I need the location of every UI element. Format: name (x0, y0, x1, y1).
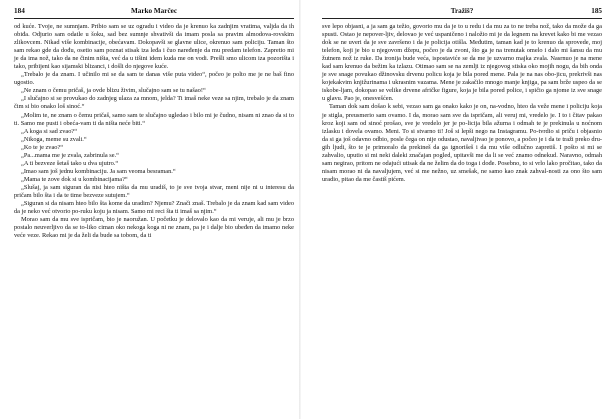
right-header-rule (322, 18, 602, 19)
left-page-number: 184 (14, 7, 25, 15)
paragraph: „Pa...mama me je zvala, zabrinula se.“ (21, 151, 119, 159)
left-running-head: Marko Marčec (130, 7, 178, 15)
right-page (322, 0, 602, 419)
paragraph: „Mama te zove dok si u kombinacijama?“ (21, 175, 128, 183)
right-page-text (322, 23, 602, 184)
paragraph: sve lepo objasni, a ja sam ga težio, govorio mu da je to u redu i da mu za to ne treba nož, tako da može da ga spusti. Ostao je nepover-ljiv, delovao je već uspaničeno i naložio mi je da legnem na krevet kako bi me vezao dok se ne uveri da je sve završeno i da je policija otišla. Međutim, taman kad je to krenuo da sprovede, moj telefon, koji je bio u njegovom džepu, počeo je da zvoni, što ga je na trenutak omelo i dalo mi šansu da mu žutnem nož iz ruke. Da ironija bude veća, ispostaviće se da me je uzvarno majka zvala. Nasrnuo je na mene kad sam krenuo da bežim ka izlazu. Otimao sam se na zemlji iz njegovog stiska oko mojih nogu, da bih onda je sve snage povukao džinovsku drvenu policu koja je bila pored mene. Pala je na nas obo-jicu, prekrivši nas kojekakvim knjižurinama i ukrasnim vazama. Mene je zakačilo mnogo manje knjiga, pa sam brže uspeo da se iskobe-ljam, dokopao se velike drvene afričke figure, koja je bila pored police, i spičio ga njome iz sve snage u glavu. Pao je, onesvešćen. (322, 23, 602, 103)
right-page-number: 185 (591, 7, 602, 15)
paragraph: Morao sam da mu sve ispričam, bio je naoružan. U početku je delovalo kao da mi veruje, ali mu je brzo postalo neuverljivo da se to-liko ciman oko nekoga koga ni ne znam, pa je i dalje bio ubeđen da imamo neke veće veze. Rekao mi je da želi da bude sa tobom, da ti (14, 216, 294, 240)
paragraph: „Trebalo je da znam. I učinilo mi se da sam te danas više puta video“, počeo je polto me je ne baš fino ugostio. (14, 71, 294, 87)
left-page-text (14, 23, 294, 240)
paragraph: „Ko te je zvao?“ (21, 143, 64, 151)
left-page-header (14, 5, 294, 17)
paragraph: „Ne znam o čemu pričaš, ja ovde blizu živim, slučajno sam se tu našao!“ (21, 87, 206, 95)
left-header-rule (14, 18, 294, 19)
paragraph: „Imao sam još jednu kombinaciju. Ja sam veoma besraman.“ (21, 167, 176, 175)
paragraph: „Siguran si da nisam hteo bilo šta kome da uradim? Njemu? Znači znaš. Trebalo je da znam kad sam video da je neko već otvorio po-ruku koju ja nisam. Samo mi reci šta ti imaš sa njim.“ (14, 200, 294, 216)
right-page-header (322, 5, 602, 17)
paragraph: „A ti bezveze šetaš tako u dva ujutro.“ (21, 159, 119, 167)
paragraph: „A koga si sad zvao?“ (21, 127, 78, 135)
paragraph: Taman dok sam došao k sebi, vezao sam ga onako kako je on, na-vodno, hteo da veže mene i policiju koja je stigla, preusmerio sam ovamo. I da, morao sam sve da ispričam, ali veruj mi, vredelo je. I to i čitav pakao kroz koji sam od sinoć prošao, sve je vredelo jer je po-licija bila ažurna i odmah te je prekinula u noćnom izlasku i dovela ovamo. Meni. To si stvarno ti! Još si lepši nego na Instagramu. Po-tvrdio si priču i objasnio da si ga još odavno odbio, posle čega on nije odustao, navaljivao je ponovo, a počeo je i da te traži preko dru-gih ljudi, što te je primoralo da prekineš da ga ignorišeš i da mu više odlučno zapretiš. I pošto si mi se zahvalio, uputio si mi neki daleki značajan pogled, upitavši me da li se već znamo odnekud. Naravno, odmah sam negirao, pritom ne odajući utisak da ne želim da do toga i dođe. Posebno, to si vrlo lako pročitao, tako da nisam morao ni da navaljujem, već si me nežno, uz smešak, ne samo kao znak zahval-nosti za ono što sam uradio, pitao da me častiš pićem. (322, 103, 602, 183)
right-running-head: Tražiš? (450, 7, 474, 15)
paragraph: „I slučajno si se provukao do zadnjeg ulaza za mnom, jelda? Ti imaš neke veze sa njim, trebalo je da znam čim si bio onako loš sinoć.“ (14, 95, 294, 111)
book-gutter (299, 0, 301, 419)
left-page (14, 0, 294, 419)
paragraph: „Nikoga, meme su zvali.“ (21, 135, 87, 143)
paragraph: „Slušaj, ja sam siguran da nisi hteo ništa da mu uradiš, to je sve tvoja stvar, meni nije ni u interesu da pričam bilo šta i da te time bezveze sutujem.“ (14, 183, 294, 199)
paragraph: od kuće. Tvoje, ne sumnjam. Pribio sam se uz ogradu i video da je krenuo ka zadnjim vratima, valjda da ih obiđa. Odjurio sam odatle u šoku, sad bez sumnje shvativši da imam posla sa pravim almodova-rovskim zlikovcem. Nikad više kombinacije, obećavam. Dokopavši se glavne ulice, okrenuo sam policiju. Taman što sam rekao gde da dođu, osetio sam poznat stisak iza leđa i čuo naređenje da mu predam telefon. Zapretio mi je da ima nož, tako da ne činim ništa, već da u tišini idem kuda me on vodi. Prešli smo ulicom iza pozorišta i tako, pribijeni kao sijamski blizanci, i došli do njegove kuće. (14, 23, 294, 71)
paragraph: „Molim te, ne znam o čemu pričaš, samo sam te slučajno ugledao i bilo mi je čudno, nisam ni znao da si to ti. Samo me pusti i obeća-vam ti da ništa neće biti.“ (14, 111, 294, 127)
